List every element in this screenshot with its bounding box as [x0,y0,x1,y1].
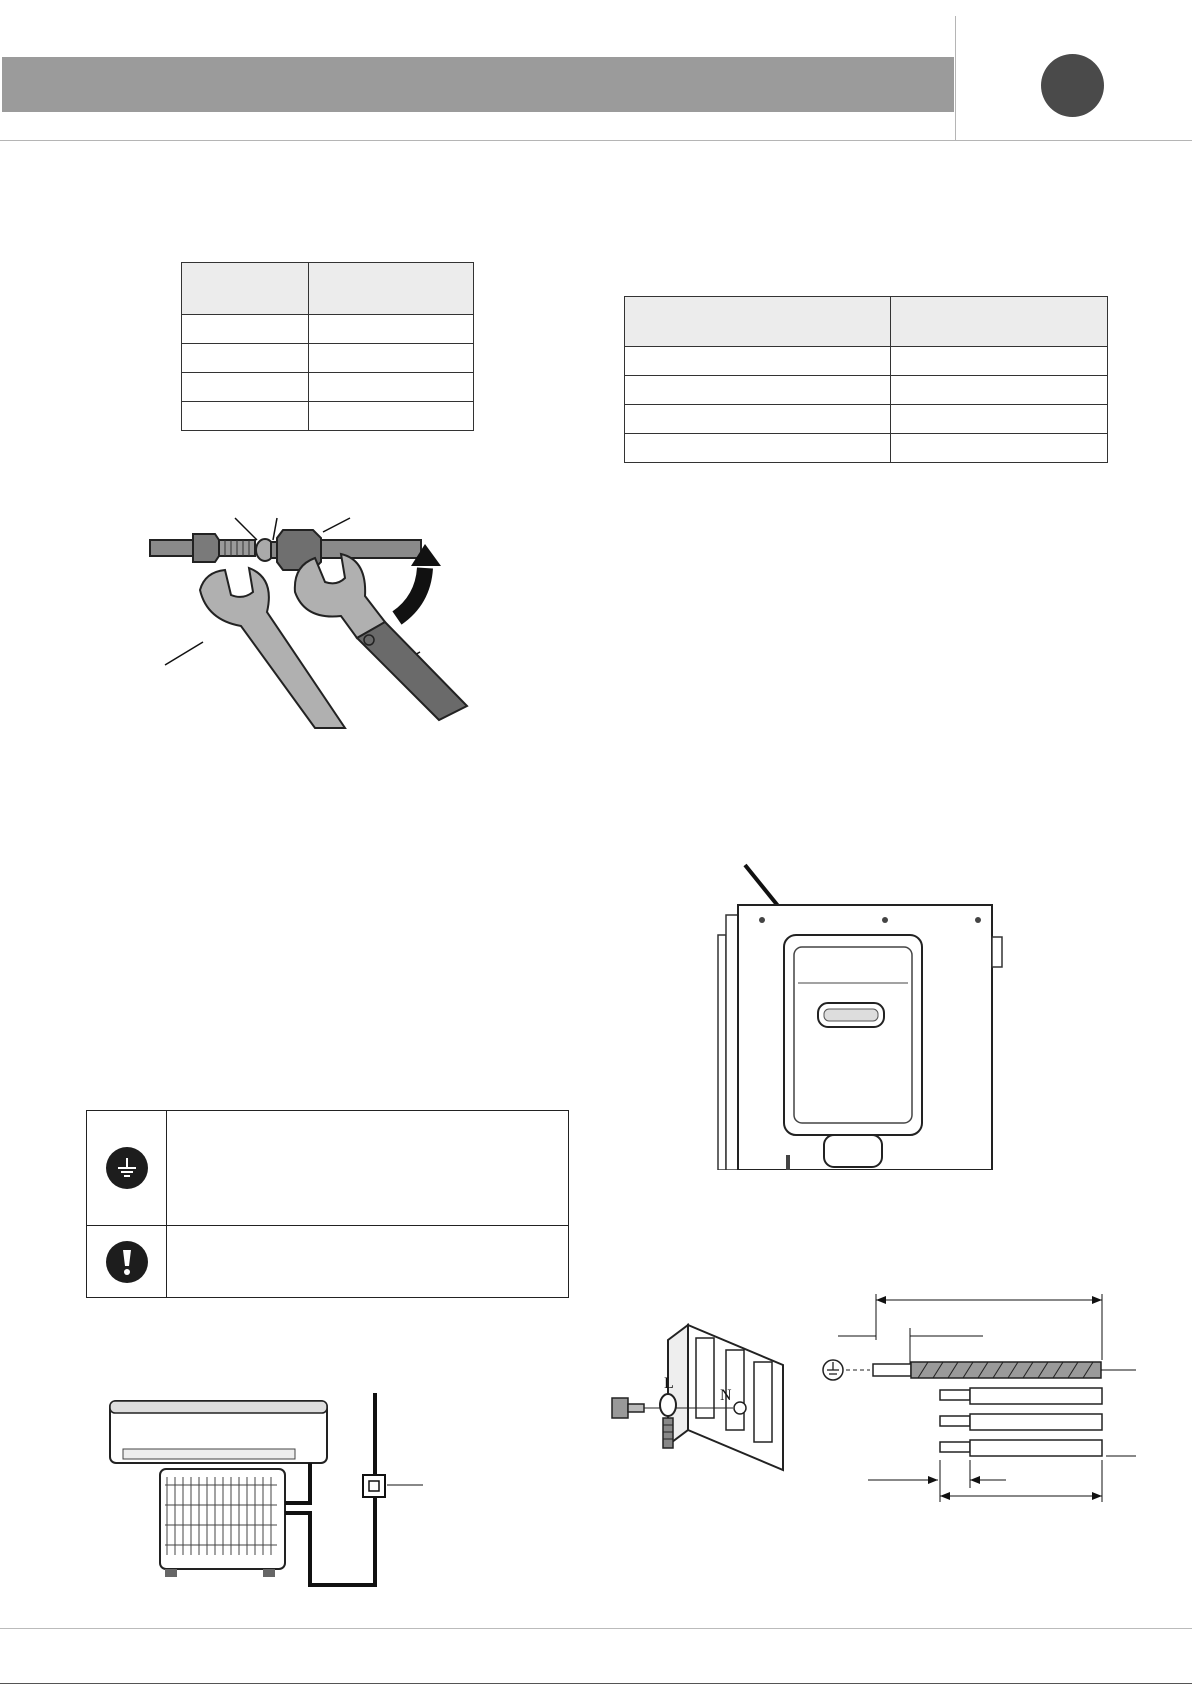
table-row [625,347,1108,376]
table-row [182,373,474,402]
left-spec-table [181,262,474,431]
unit-wiring-illustration [105,1385,435,1590]
table-header-cell [182,263,309,315]
table-row [182,402,474,431]
table-header-cell [625,297,891,347]
page-number-badge [1041,54,1104,117]
header-bar [2,57,954,112]
header-rule [0,140,1192,141]
safety-icon-cell [87,1226,167,1298]
footer-bottom-rule [0,1683,1192,1684]
table-row [625,405,1108,434]
table-row [625,434,1108,463]
terminal-block-illustration [598,1320,798,1480]
terminal-label-live: L [664,1375,674,1392]
flare-nut-wrench-illustration [145,500,475,730]
table-header-cell [309,263,474,315]
terminal-label-neutral: N [720,1387,732,1404]
header-divider [955,16,956,141]
safety-notes-table [86,1110,569,1298]
table-row [625,376,1108,405]
cable-stripping-illustration [818,1290,1140,1510]
warning-exclamation-icon [106,1241,148,1283]
safety-icon-cell [87,1111,167,1226]
safety-note-text [167,1111,569,1226]
table-row [182,344,474,373]
outdoor-unit-cover-illustration [700,855,1010,1170]
right-spec-table [624,296,1108,463]
footer-rule [0,1628,1192,1629]
safety-note-text [167,1226,569,1298]
table-row [182,315,474,344]
table-header-cell [891,297,1108,347]
ground-icon [106,1147,148,1189]
